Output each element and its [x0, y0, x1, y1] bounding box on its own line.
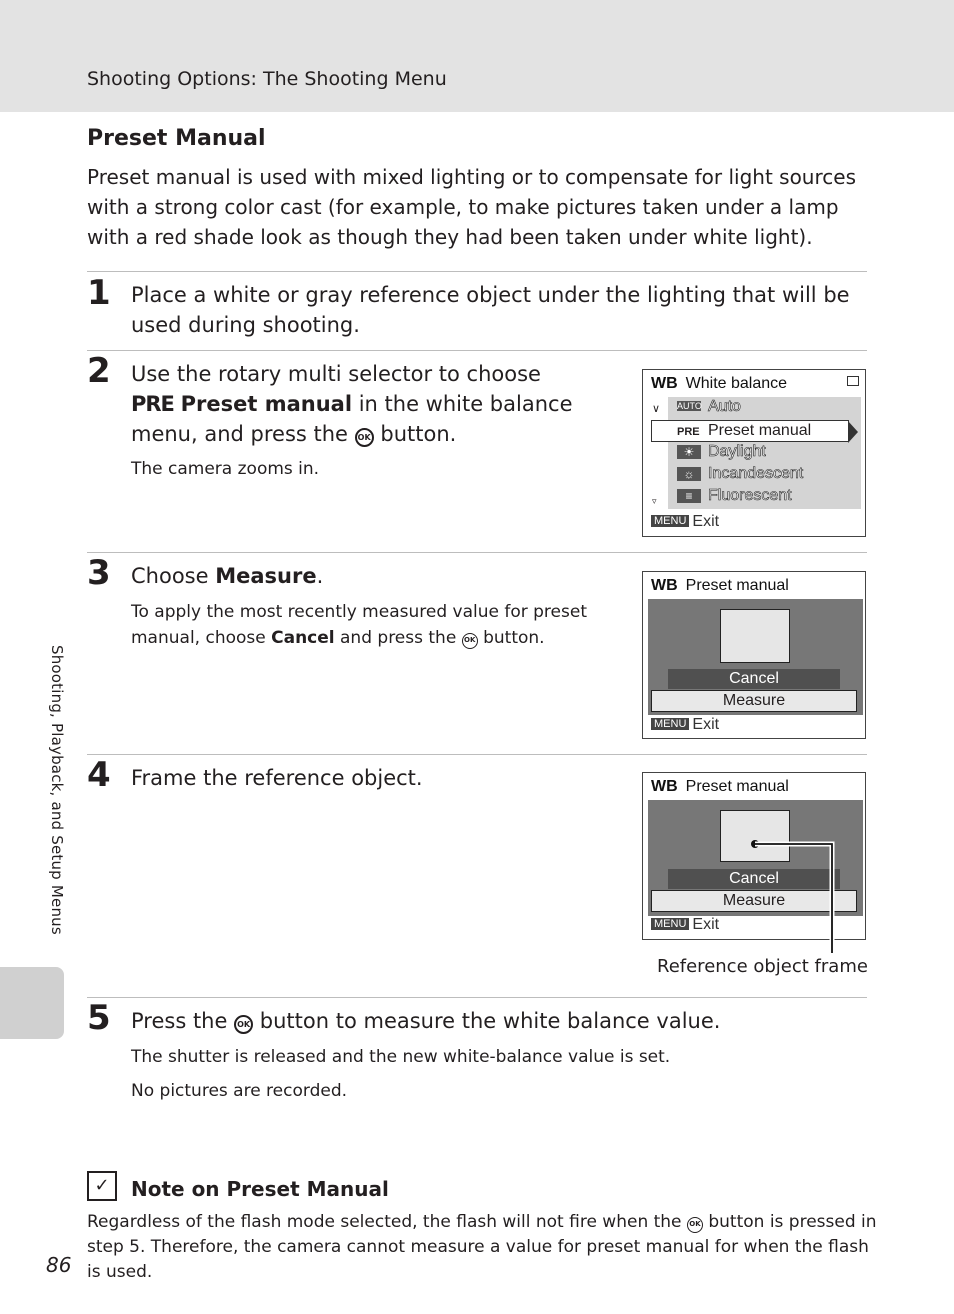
step-divider	[87, 754, 867, 755]
note-body: Regardless of the flash mode selected, the flash will not fire when the OK button is pressed in step 5. Therefore, the camera cannot measure a value for preset manual for when the flash is used.	[87, 1212, 877, 1282]
callout-line-halo	[755, 844, 832, 953]
step-4-text: Frame the reference object.	[131, 766, 423, 790]
ok-button-icon: OK	[687, 1217, 703, 1233]
option-cancel[interactable]: Cancel	[668, 869, 840, 889]
preset-manual-screen	[642, 571, 866, 739]
menu-item-preset-manual[interactable]: PRE Preset manual	[651, 420, 849, 442]
check-icon: ✓	[87, 1171, 117, 1201]
wb-icon: WB	[651, 778, 678, 795]
step-3-text: Choose Measure.	[131, 564, 324, 588]
step-divider	[87, 350, 867, 351]
lcd-title: WB White balance	[651, 375, 788, 392]
menu-badge-icon: MENU	[651, 918, 689, 930]
side-tab-marker	[0, 967, 64, 1039]
lcd-title: WB Preset manual	[651, 577, 789, 594]
scroll-down-icon: ▿	[652, 496, 657, 506]
section-intro: Preset manual is used with mixed lighting or to compensate for light sources with a strong color cast (for example, to make pictures taken under a lamp with a red shade look as though they had been taken under white light).	[87, 165, 856, 249]
page-number: 86	[46, 1253, 72, 1277]
side-tab-label: Shooting, Playback, and Setup Menus	[48, 645, 66, 935]
ok-button-icon: OK	[234, 1015, 253, 1034]
step-divider	[87, 552, 867, 553]
bulb-icon: ☼	[677, 467, 701, 481]
step-2-number: 2	[87, 351, 111, 391]
lcd-exit: MENU Exit	[651, 716, 719, 734]
lcd-exit: MENU Exit	[651, 916, 719, 934]
lcd-exit: MENU Exit	[651, 513, 719, 531]
callout-label: Reference object frame	[657, 956, 868, 977]
wb-icon: WB	[651, 577, 678, 594]
step-2-bold: Preset manual	[180, 392, 353, 416]
step-5-number: 5	[87, 998, 111, 1038]
sun-icon: ☀	[677, 445, 701, 459]
running-header: Shooting Options: The Shooting Menu	[87, 68, 447, 90]
step-4-number: 4	[87, 755, 111, 795]
auto-icon: AUTO	[677, 401, 702, 411]
option-measure[interactable]: Measure	[651, 890, 857, 912]
menu-item-daylight[interactable]: ☀ Daylight	[677, 443, 766, 465]
header-band	[0, 0, 954, 112]
menu-item-incandescent[interactable]: ☼ Incandescent	[677, 465, 803, 487]
step-divider	[87, 997, 867, 998]
battery-icon	[847, 376, 859, 386]
lcd-title: WB Preset manual	[651, 778, 789, 795]
step-2-text-c: button.	[380, 422, 457, 446]
step-2-sub: The camera zooms in.	[131, 459, 320, 479]
menu-item-auto[interactable]: AUTO Auto	[677, 398, 741, 415]
menu-badge-icon: MENU	[651, 515, 689, 527]
note-title: Note on Preset Manual	[131, 1177, 389, 1201]
step-5-text: Press the OK button to measure the white balance value.	[131, 1009, 721, 1033]
preset-icon: PRE	[677, 426, 700, 438]
option-cancel[interactable]: Cancel	[668, 669, 840, 689]
section-title: Preset Manual	[87, 126, 266, 151]
step-1-text: Place a white or gray reference object under the lighting that will be used during shooting.	[131, 283, 850, 337]
white-balance-menu-screen	[642, 369, 866, 537]
scroll-up-icon: ∨	[652, 403, 661, 415]
wb-icon: WB	[651, 375, 678, 392]
ok-button-icon: OK	[355, 428, 374, 447]
callout-line	[755, 844, 832, 953]
callout-leader-line	[740, 835, 840, 955]
reference-frame	[720, 609, 790, 663]
measure-bold: Measure	[215, 564, 317, 588]
step-2-text-b: in the white balance menu, and press the	[131, 392, 573, 446]
preset-manual-icon: PRE	[131, 392, 174, 416]
step-3-sub: To apply the most recently measured value for preset manual, choose Cancel and press the OK button.	[131, 602, 587, 648]
menu-item-fluorescent[interactable]: ≡ Fluorescent	[677, 487, 792, 509]
fluorescent-icon: ≡	[677, 489, 701, 503]
step-divider	[87, 271, 867, 272]
step-5-sub-1: The shutter is released and the new white-balance value is set.	[131, 1047, 671, 1067]
option-measure[interactable]: Measure	[651, 690, 857, 712]
ok-button-icon: OK	[462, 633, 478, 649]
step-2-text	[131, 359, 626, 449]
step-1-number: 1	[87, 273, 111, 313]
selection-arrow-icon	[848, 421, 858, 443]
step-5-sub-2: No pictures are recorded.	[131, 1081, 348, 1101]
step-3-number: 3	[87, 553, 111, 593]
menu-badge-icon: MENU	[651, 718, 689, 730]
cancel-bold: Cancel	[271, 628, 335, 648]
step-2-text-a: Use the rotary multi selector to choose	[131, 362, 541, 386]
